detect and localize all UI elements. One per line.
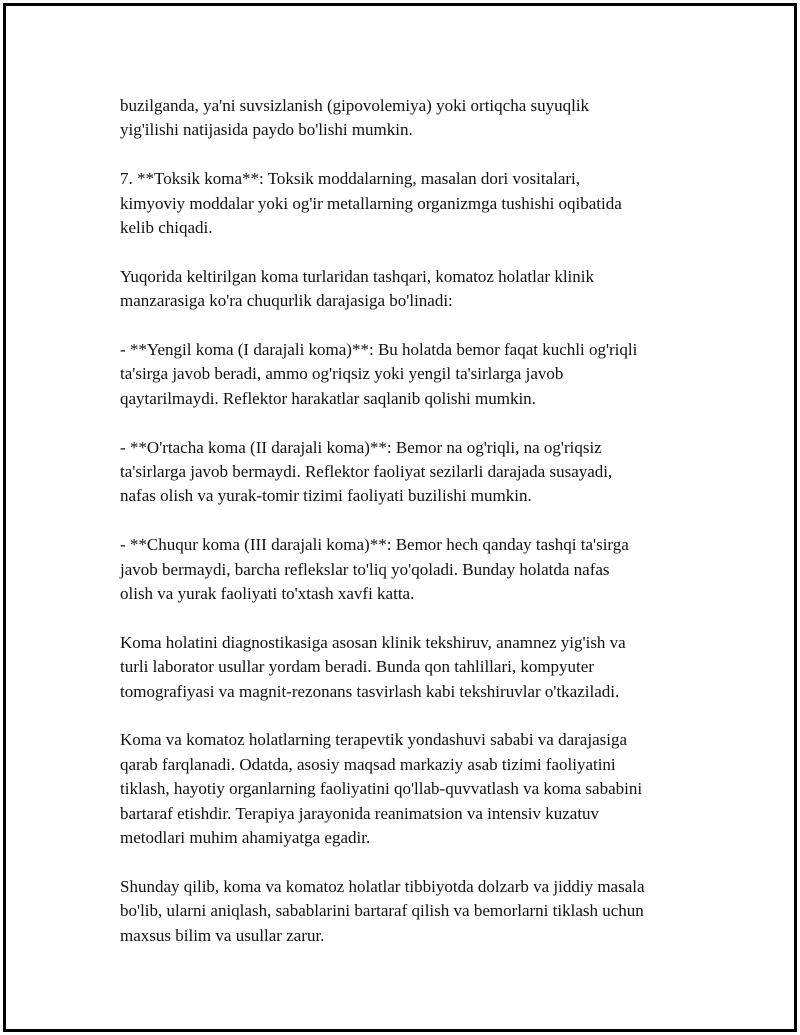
paragraph-toxic-coma: 7. **Toksik koma**: Toksik moddalarning, masalan dori vositalari, kimyoviy moddalar yoki og'ir metallarning organizmga tushishi oqibatida kelib chiqadi.: [120, 169, 622, 238]
paragraph-conclusion: Shunday qilib, koma va komatoz holatlar tibbiyotda dolzarb va jiddiy masala bo'lib, ularni aniqlash, sabablarini bartaraf qilish va bemorlarni tiklash uchun maxsus bilim va usullar zarur.: [120, 876, 645, 945]
paragraph-therapy: Koma va komatoz holatlarning terapevtik yondashuvi sababi va darajasiga qarab farqlanadi. Odatda, asosiy maqsad markaziy asab tizimi faoliyatini tiklash, hayotiy organlarning faoliyatini qo'llab-quvvatlash va koma sababini bartaraf etishdir. Terapiya jarayonida reanimatsion va intensiv kuzatuv metodlari muhim ahamiyatga egadir.: [120, 730, 643, 848]
paragraph-coma-depth-intro: Yuqorida keltirilgan koma turlaridan tashqari, komatoz holatlar klinik manzarasiga ko'ra chuqurlik darajasiga bo'linadi:: [120, 266, 594, 311]
paragraph-diagnostics: Koma holatini diagnostikasiga asosan klinik tekshiruv, anamnez yig'ish va turli laborator usullar yordam beradi. Bunda qon tahlillari, kompyuter tomografiyasi va magnit-rezonans tasvirlash kabi tekshiruvlar o'tkaziladi.: [120, 632, 626, 701]
paragraph-dehydration-continuation: buzilganda, ya'ni suvsizlanish (gipovolemiya) yoki ortiqcha suyuqlik yig'ilishi natijasida paydo bo'lishi mumkin.: [120, 96, 590, 140]
paragraph-moderate-coma: - **O'rtacha koma (II darajali koma)**: Bemor na og'riqli, na og'riqsiz ta'sirlarga javob bermaydi. Reflektor faoliyat sezilarli darajada susayadi, nafas olish va yurak-tomir tizimi faoliyati buzilishi mumkin.: [120, 437, 613, 506]
page-border: [3, 3, 797, 1032]
paragraph-mild-coma: - **Yengil koma (I darajali koma)**: Bu holatda bemor faqat kuchli og'riqli ta'sirga javob beradi, ammo og'riqsiz yoki yengil ta'sirlarga javob qaytarilmaydi. Reflektor harakatlar saqlanib qolishi mumkin.: [120, 340, 638, 408]
document-body: [120, 94, 700, 972]
paragraph-deep-coma: - **Chuqur koma (III darajali koma)**: Bemor hech qanday tashqi ta'sirga javob bermaydi, barcha reflekslar to'liq yo'qoladi. Bunday holatda nafas olish va yurak faoliyati to'xtash xavfi katta.: [120, 535, 629, 604]
